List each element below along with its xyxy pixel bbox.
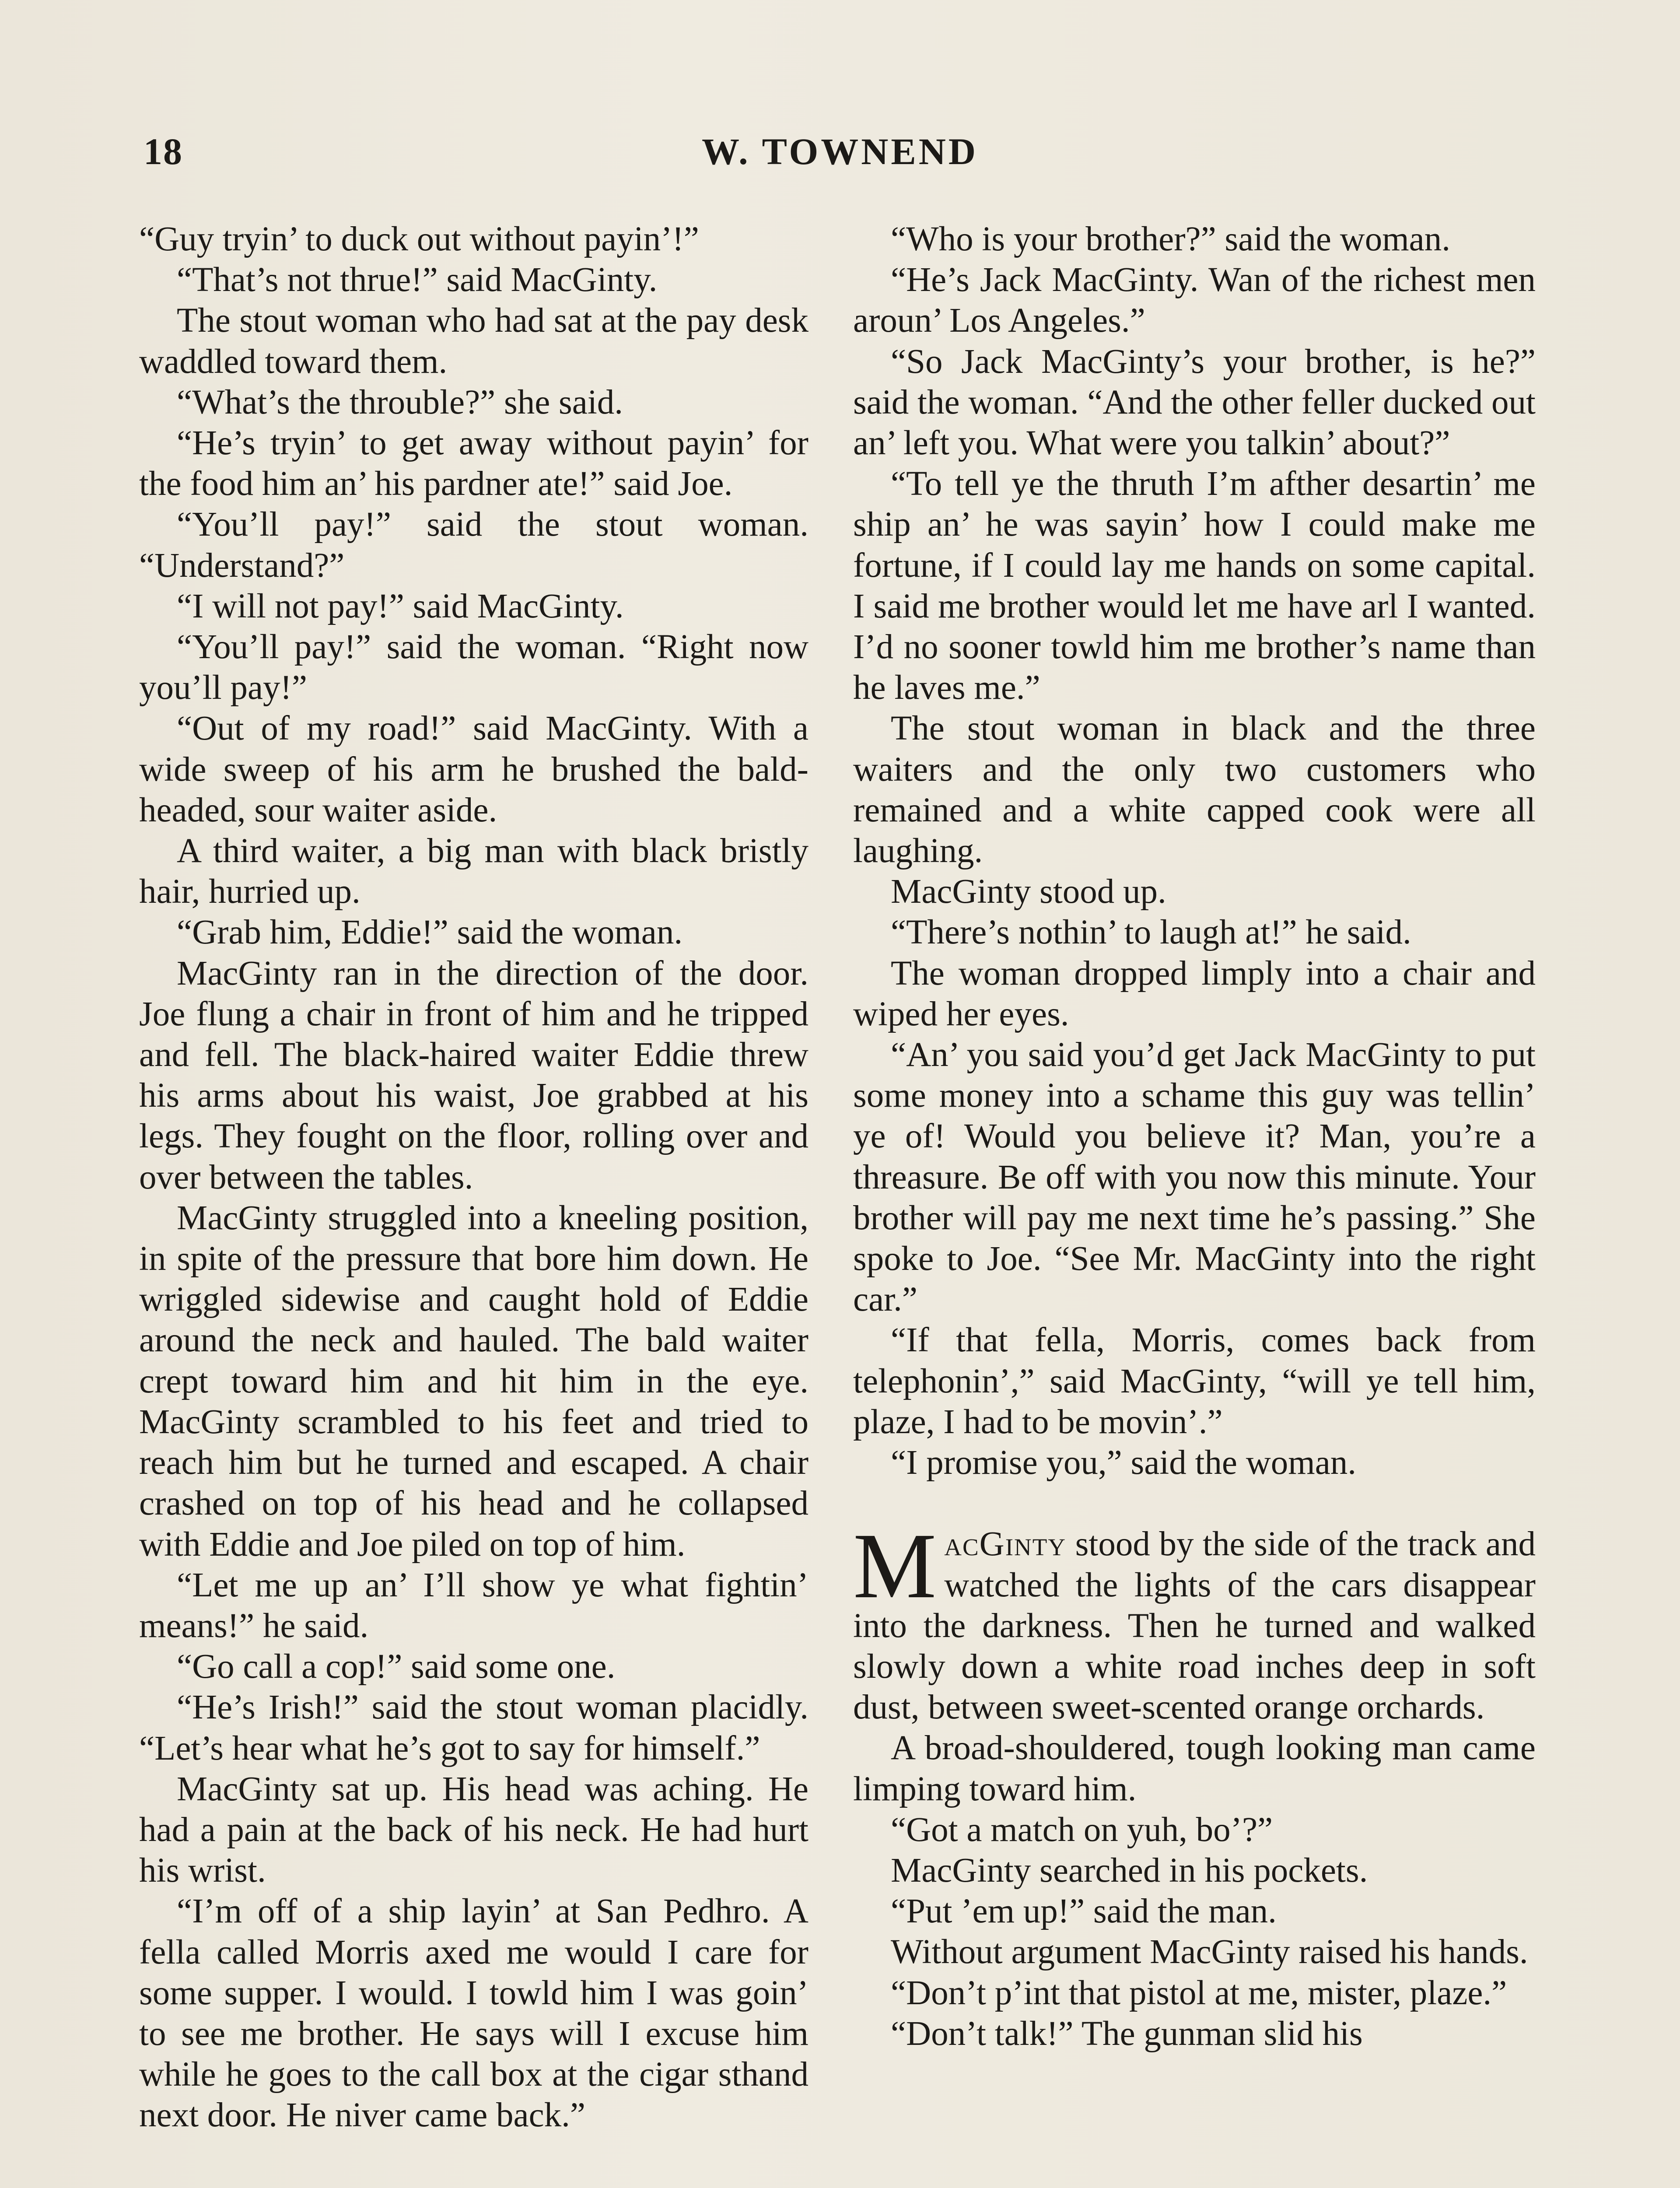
paragraph: MacGinty searched in his pockets. [891,1851,1368,1890]
paragraph: The stout woman who had sat at the pay desk waddled toward them. [139,302,808,381]
paragraph: “What’s the throuble?” she said. [177,383,623,421]
paragraph: “You’ll pay!” said the woman. “Right now you’ll pay!” [139,628,808,707]
paragraph: “Out of my road!” said MacGinty. With a wide sweep of his arm he brushed the bald-headed, sour waiter aside. [139,709,808,829]
paragraph: “Go call a cop!” said some one. [177,1648,616,1686]
paragraph: “If that fella, Morris, comes back from telephonin’,” said MacGinty, “will ye tell him, plaze, I had to be movin’.” [853,1321,1536,1441]
paragraph: “Guy tryin’ to duck out without payin’!” [139,220,699,258]
paragraph: MacGinty sat up. His head was aching. He had a pain at the back of his neck. He had hurt his wrist. [139,1770,808,1890]
left-text-column [139,219,808,2136]
paragraph: “That’s not thrue!” said MacGinty. [177,261,658,299]
section-opening-paragraph [853,1514,1536,1728]
paragraph: “Let me up an’ I’ll show ye what fightin’ means!” he said. [139,1566,808,1645]
paragraph: “I will not pay!” said MacGinty. [177,587,624,625]
paragraph: “I promise you,” said the woman. [891,1444,1357,1482]
paragraph: “He’s Jack MacGinty. Wan of the richest men aroun’ Los Angeles.” [853,261,1536,340]
paragraph: “An’ you said you’d get Jack MacGinty to put some money into a schame this guy was tellin’ ye of! Would you believe it? Man, you’re a threasure. Be off with you now this minute. Your brother will pay me next time he’s passing.” She spoke to Joe. “See Mr. MacGinty into the right car.” [853,1036,1536,1319]
opening-text: stood by the side of the track and watched the lights of the cars disappear into the darkness. Then he turned and walked slowly down a white road inches deep in soft dust, between sweet-scented orange orchards. [853,1525,1536,1727]
paragraph: “He’s Irish!” said the stout woman placidly. “Let’s hear what he’s got to say for himself.” [139,1688,808,1767]
paragraph: The stout woman in black and the three waiters and the only two customers who remained and a white capped cook were all laughing. [853,709,1536,870]
right-text-column [853,219,1536,2054]
paragraph: “Don’t talk!” The gunman slid his [891,2014,1363,2053]
paragraph: “Don’t p’int that pistol at me, mister, plaze.” [891,1974,1507,2012]
paragraph: “So Jack MacGinty’s your brother, is he?” said the woman. “And the other feller ducked out an’ left you. What were you talkin’ about?” [853,342,1536,463]
paragraph: “I’m off of a ship layin’ at San Pedhro. A fella called Morris axed me would I care for some supper. I would. I towld him I was goin’ to see me brother. He says will I excuse him while he goes to the call box at the cigar sthand next door. He niver came back.” [139,1892,808,2135]
paragraph: The woman dropped limply into a chair and wiped her eyes. [853,954,1536,1033]
paragraph: “Who is your brother?” said the woman. [891,220,1450,258]
paragraph: “Grab him, Eddie!” said the woman. [177,913,683,952]
paragraph: “Got a match on yuh, bo’?” [891,1810,1273,1849]
page-header [144,130,1536,182]
running-head-author: W. TOWNEND [702,130,978,172]
drop-cap: M [853,1514,937,1618]
paragraph: “There’s nothin’ to laugh at!” he said. [891,913,1411,952]
paragraph: “To tell ye the thruth I’m afther desartin’ me ship an’ he was sayin’ how I could make me fortune, if I could lay me hands on some capital. I said me brother would let me have arl I wanted. I’d no sooner towld him me brother’s name than he laves me.” [853,465,1536,707]
paragraph: A third waiter, a big man with black bristly hair, hurried up. [139,832,808,911]
paragraph: “Put ’em up!” said the man. [891,1892,1277,1931]
paragraph: “You’ll pay!” said the stout woman. “Understand?” [139,505,808,585]
paragraph: MacGinty stood up. [891,873,1166,911]
paragraph: Without argument MacGinty raised his hands. [891,1933,1528,1971]
page-number: 18 [144,130,183,172]
paragraph: MacGinty struggled into a kneeling position, in spite of the pressure that bore him down. He wriggled sidewise and caught hold of Eddie around the neck and hauled. The bald waiter crept toward him and hit him in the eye. MacGinty scrambled to his feet and tried to reach him but he turned and escaped. A chair crashed on top of his head and he collapsed with Eddie and Joe piled on top of him. [139,1199,808,1564]
paragraph: MacGinty ran in the direction of the door. Joe flung a chair in front of him and he tripped and fell. The black-haired waiter Eddie threw his arms about his waist, Joe grabbed at his legs. They fought on the floor, rolling over and over between the tables. [139,954,808,1196]
small-caps-name: acGinty [944,1525,1067,1564]
paragraph: A broad-shouldered, tough looking man came limping toward him. [853,1729,1536,1808]
paragraph: “He’s tryin’ to get away without payin’ for the food him an’ his pardner ate!” said Joe. [139,424,808,503]
section-break [853,1483,1536,1524]
